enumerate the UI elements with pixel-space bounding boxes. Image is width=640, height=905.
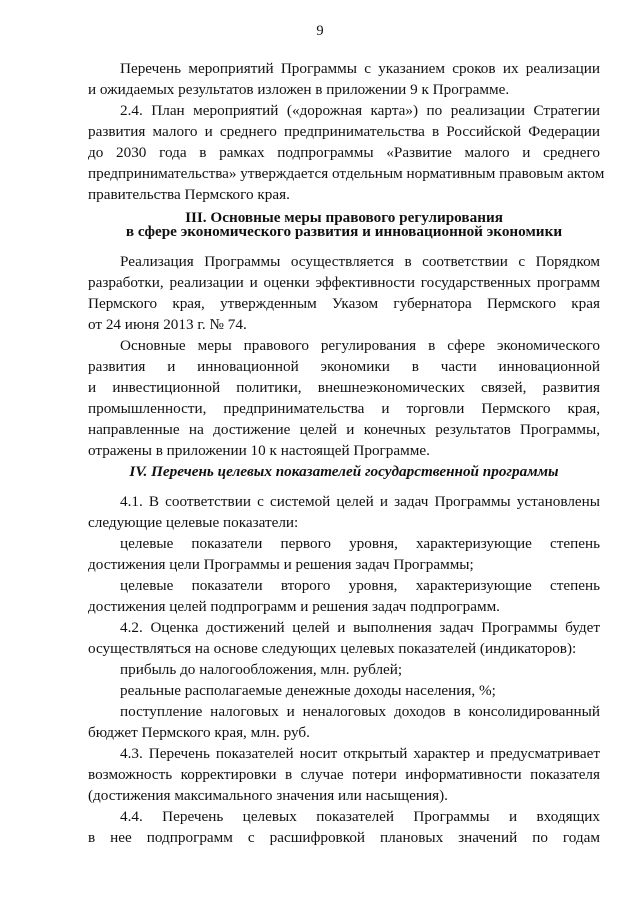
section-heading-line: III. Основные меры правового регулирования: [185, 209, 503, 226]
paragraph-line: и инвестиционной политики, внешнеэкономических связей, развития: [88, 379, 600, 396]
paragraph-line: Перечень мероприятий Программы с указанием сроков их реализации: [120, 60, 600, 77]
paragraph-line: 4.3. Перечень показателей носит открытый характер и предусматривает: [120, 745, 600, 762]
paragraph-line: до 2030 года в рамках подпрограммы «Развитие малого и среднего: [88, 144, 600, 161]
paragraph-line: следующие целевые показатели:: [88, 514, 299, 531]
paragraph-line: промышленности, предпринимательства и торговли Пермского края,: [88, 400, 600, 417]
paragraph-line: реальные располагаемые денежные доходы населения, %;: [120, 682, 496, 699]
section-heading-line: IV. Перечень целевых показателей государственной программы: [129, 463, 559, 480]
paragraph-line: целевые показатели первого уровня, характеризующие степень: [120, 535, 600, 552]
paragraph-line: бюджет Пермского края, млн. руб.: [88, 724, 310, 741]
paragraph-line: Реализация Программы осуществляется в соответствии с Порядком: [120, 253, 600, 270]
paragraph-line: поступление налоговых и неналоговых доходов в консолидированный: [120, 703, 600, 720]
paragraph-line: направленные на достижение целей и конечных результатов Программы,: [88, 421, 600, 438]
paragraph-line: отражены в приложении 10 к настоящей Программе.: [88, 442, 430, 459]
paragraph-line: целевые показатели второго уровня, характеризующие степень: [120, 577, 600, 594]
paragraph-line: (достижения максимального значения или насыщения).: [88, 787, 448, 804]
paragraph-line: Основные меры правового регулирования в сфере экономического: [120, 337, 600, 354]
paragraph-line: развития и инновационной экономики в части инновационной: [88, 358, 600, 375]
paragraph-line: прибыль до налогообложения, млн. рублей;: [120, 661, 403, 678]
paragraph-line: возможность корректировки в случае потери информативности показателя: [88, 766, 600, 783]
paragraph-line: 4.2. Оценка достижений целей и выполнения задач Программы будет: [120, 619, 600, 636]
paragraph-line: достижения цели Программы и решения задач Программы;: [88, 556, 474, 573]
paragraph-line: от 24 июня 2013 г. № 74.: [88, 316, 247, 333]
paragraph-line: Пермского края, утвержденным Указом губернатора Пермского края: [88, 295, 600, 312]
paragraph-line: правительства Пермского края.: [88, 186, 290, 203]
paragraph-line: в нее подпрограмм с расшифровкой плановых значений по годам: [88, 829, 600, 846]
paragraph-line: 2.4. План мероприятий («дорожная карта») по реализации Стратегии: [120, 102, 600, 119]
paragraph-line: достижения целей подпрограмм и решения задач подпрограмм.: [88, 598, 500, 615]
page-number: 9: [316, 23, 324, 39]
paragraph-line: и ожидаемых результатов изложен в приложении 9 к Программе.: [88, 81, 510, 98]
paragraph-line: 4.4. Перечень целевых показателей Программы и входящих: [120, 808, 600, 825]
paragraph-line: предпринимательства» утверждается отдельным нормативным правовым актом: [88, 165, 605, 182]
paragraph-line: 4.1. В соответствии с системой целей и задач Программы установлены: [120, 493, 600, 510]
paragraph-line: разработки, реализации и оценки эффективности государственных программ: [88, 274, 600, 291]
paragraph-line: осуществляться на основе следующих целевых показателей (индикаторов):: [88, 640, 577, 657]
paragraph-line: развития малого и среднего предпринимательства в Российской Федерации: [88, 123, 600, 140]
section-heading-line: в сфере экономического развития и инновационной экономики: [125, 223, 563, 240]
